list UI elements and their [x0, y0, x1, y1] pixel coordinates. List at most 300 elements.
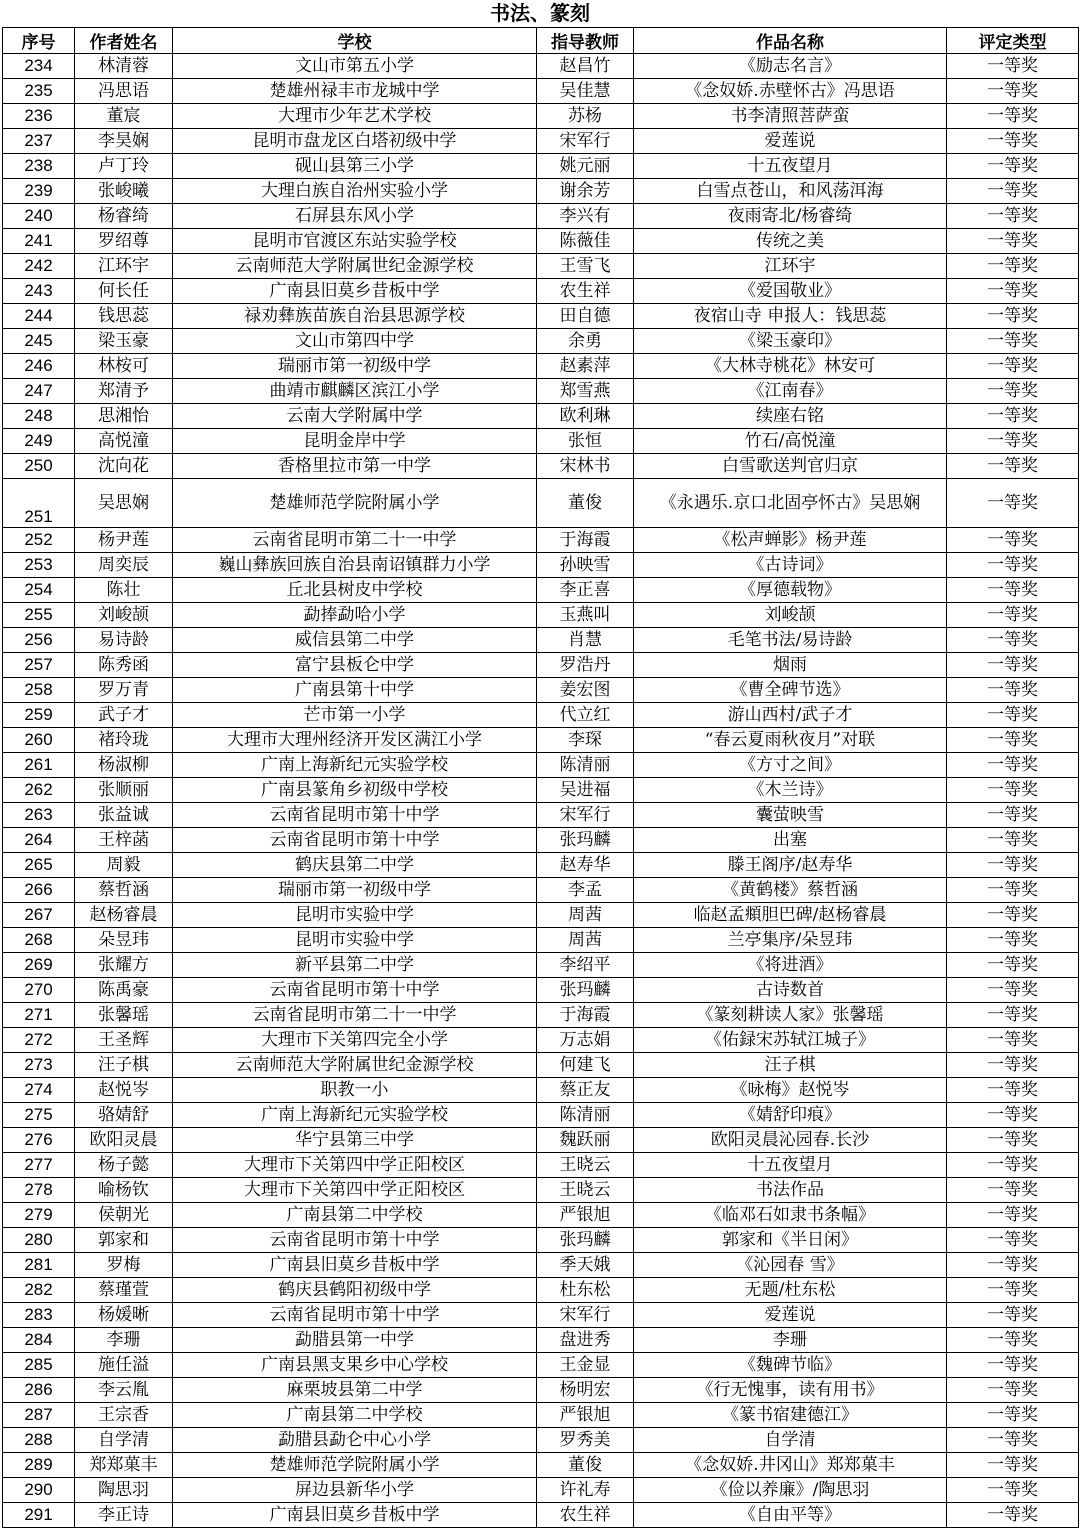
cell-seq: 263	[3, 803, 75, 828]
table-row	[3, 1028, 1079, 1053]
cell-work: 自学清	[634, 1428, 947, 1453]
cell-author: 杨媛晰	[75, 1303, 173, 1328]
cell-school: 丘北县树皮中学校	[173, 578, 537, 603]
cell-teacher: 周茜	[537, 903, 634, 928]
cell-seq: 290	[3, 1478, 75, 1503]
cell-work: 《咏梅》赵悦岑	[634, 1078, 947, 1103]
cell-award: 一等奖	[947, 703, 1079, 728]
table-row	[3, 753, 1079, 778]
cell-teacher: 宋林书	[537, 454, 634, 479]
cell-school: 昆明市实验中学	[173, 903, 537, 928]
cell-award: 一等奖	[947, 1153, 1079, 1178]
cell-school: 广南县第二中学校	[173, 1403, 537, 1428]
cell-school: 麻栗坡县第二中学	[173, 1378, 537, 1403]
table-row	[3, 1253, 1079, 1278]
cell-teacher: 郑雪燕	[537, 379, 634, 404]
cell-school: 云南师范大学附属世纪金源学校	[173, 254, 537, 279]
cell-seq: 282	[3, 1278, 75, 1303]
table-row	[3, 978, 1079, 1003]
cell-work: 《念奴娇.赤壁怀古》冯思语	[634, 79, 947, 104]
cell-school: 大理市大理州经济开发区满江小学	[173, 728, 537, 753]
cell-school: 勐腊县勐仑中心小学	[173, 1428, 537, 1453]
cell-seq: 257	[3, 653, 75, 678]
cell-award: 一等奖	[947, 928, 1079, 953]
table-row	[3, 1328, 1079, 1353]
cell-school: 云南省昆明市第十中学	[173, 1228, 537, 1253]
cell-school: 威信县第二中学	[173, 628, 537, 653]
cell-seq: 289	[3, 1453, 75, 1478]
cell-work: 囊萤映雪	[634, 803, 947, 828]
cell-author: 欧阳灵晨	[75, 1128, 173, 1153]
cell-author: 沈向花	[75, 454, 173, 479]
cell-teacher: 陈清丽	[537, 1103, 634, 1128]
cell-seq: 273	[3, 1053, 75, 1078]
header-author: 作者姓名	[75, 28, 173, 54]
table-row	[3, 204, 1079, 229]
cell-author: 思湘怡	[75, 404, 173, 429]
header-award: 评定类型	[947, 28, 1079, 54]
cell-award: 一等奖	[947, 1403, 1079, 1428]
cell-work: 临赵孟頫胆巴碑/赵杨睿晨	[634, 903, 947, 928]
cell-work: 游山西村/武子才	[634, 703, 947, 728]
cell-author: 蔡哲涵	[75, 878, 173, 903]
cell-author: 卢丁玲	[75, 154, 173, 179]
cell-teacher: 欧利琳	[537, 404, 634, 429]
cell-teacher: 蔡正友	[537, 1078, 634, 1103]
cell-seq: 238	[3, 154, 75, 179]
cell-seq: 258	[3, 678, 75, 703]
cell-award: 一等奖	[947, 54, 1079, 79]
cell-teacher: 杜东松	[537, 1278, 634, 1303]
cell-school: 楚雄州禄丰市龙城中学	[173, 79, 537, 104]
cell-seq: 269	[3, 953, 75, 978]
cell-award: 一等奖	[947, 279, 1079, 304]
cell-award: 一等奖	[947, 129, 1079, 154]
cell-author: 钱思蕊	[75, 304, 173, 329]
cell-seq: 280	[3, 1228, 75, 1253]
cell-award: 一等奖	[947, 653, 1079, 678]
table-row	[3, 279, 1079, 304]
header-school: 学校	[173, 28, 537, 54]
cell-work: 《方寸之间》	[634, 753, 947, 778]
table-row	[3, 129, 1079, 154]
cell-teacher: 孙映雪	[537, 553, 634, 578]
cell-author: 罗万青	[75, 678, 173, 703]
cell-work: 《励志名言》	[634, 54, 947, 79]
cell-teacher: 魏跃丽	[537, 1128, 634, 1153]
cell-teacher: 吴佳慧	[537, 79, 634, 104]
cell-work: 《大林寺桃花》林安可	[634, 354, 947, 379]
cell-work: 续座右铭	[634, 404, 947, 429]
cell-author: 易诗龄	[75, 628, 173, 653]
cell-work: 《婧舒印痕》	[634, 1103, 947, 1128]
cell-award: 一等奖	[947, 104, 1079, 129]
cell-work: 《念奴娇.井冈山》郑郑菓丰	[634, 1453, 947, 1478]
cell-award: 一等奖	[947, 578, 1079, 603]
cell-teacher: 姜宏图	[537, 678, 634, 703]
cell-school: 富宁县板仑中学	[173, 653, 537, 678]
table-row	[3, 104, 1079, 129]
cell-school: 广南县第十中学	[173, 678, 537, 703]
cell-award: 一等奖	[947, 728, 1079, 753]
cell-seq: 261	[3, 753, 75, 778]
table-body	[3, 54, 1079, 1528]
cell-school: 屏边县新华小学	[173, 1478, 537, 1503]
cell-award: 一等奖	[947, 1278, 1079, 1303]
cell-author: 自学清	[75, 1428, 173, 1453]
cell-author: 罗梅	[75, 1253, 173, 1278]
table-row	[3, 1128, 1079, 1153]
cell-teacher: 严银旭	[537, 1203, 634, 1228]
cell-author: 褚玲珑	[75, 728, 173, 753]
cell-teacher: 姚元丽	[537, 154, 634, 179]
table-row	[3, 1453, 1079, 1478]
cell-author: 张益诚	[75, 803, 173, 828]
cell-award: 一等奖	[947, 1003, 1079, 1028]
cell-author: 侯朝光	[75, 1203, 173, 1228]
table-row	[3, 953, 1079, 978]
cell-seq: 259	[3, 703, 75, 728]
cell-seq: 279	[3, 1203, 75, 1228]
cell-seq: 264	[3, 828, 75, 853]
cell-author: 朵昱玮	[75, 928, 173, 953]
cell-author: 陈壮	[75, 578, 173, 603]
table-row	[3, 1103, 1079, 1128]
cell-teacher: 农生祥	[537, 279, 634, 304]
cell-work: 《爱国敬业》	[634, 279, 947, 304]
cell-teacher: 陈薇佳	[537, 229, 634, 254]
cell-author: 冯思语	[75, 79, 173, 104]
cell-award: 一等奖	[947, 429, 1079, 454]
cell-award: 一等奖	[947, 828, 1079, 853]
cell-school: 楚雄师范学院附属小学	[173, 1453, 537, 1478]
cell-author: 张峻曦	[75, 179, 173, 204]
cell-award: 一等奖	[947, 454, 1079, 479]
table-row	[3, 254, 1079, 279]
cell-teacher: 李琛	[537, 728, 634, 753]
table-row	[3, 903, 1079, 928]
cell-seq: 256	[3, 628, 75, 653]
table-row	[3, 928, 1079, 953]
cell-work: 《松声蝉影》杨尹莲	[634, 528, 947, 553]
cell-award: 一等奖	[947, 528, 1079, 553]
cell-school: 鹤庆县鹤阳初级中学	[173, 1278, 537, 1303]
table-row	[3, 329, 1079, 354]
cell-seq: 266	[3, 878, 75, 903]
cell-seq: 252	[3, 528, 75, 553]
cell-seq: 243	[3, 279, 75, 304]
cell-teacher: 田自德	[537, 304, 634, 329]
cell-seq: 246	[3, 354, 75, 379]
cell-author: 王圣辉	[75, 1028, 173, 1053]
cell-work: 《自由平等》	[634, 1503, 947, 1528]
cell-teacher: 李孟	[537, 878, 634, 903]
table-row	[3, 1003, 1079, 1028]
cell-teacher: 许礼寿	[537, 1478, 634, 1503]
cell-school: 砚山县第三小学	[173, 154, 537, 179]
cell-work: 爱莲说	[634, 1303, 947, 1328]
cell-work: 《黄鹤楼》蔡哲涵	[634, 878, 947, 903]
cell-school: 广南县旧莫乡昔板中学	[173, 1503, 537, 1528]
cell-work: 夜宿山寺 申报人：钱思蕊	[634, 304, 947, 329]
cell-award: 一等奖	[947, 753, 1079, 778]
cell-seq: 278	[3, 1178, 75, 1203]
cell-teacher: 于海霞	[537, 1003, 634, 1028]
cell-seq: 249	[3, 429, 75, 454]
cell-work: 汪子棋	[634, 1053, 947, 1078]
cell-work: 郭家和《半日闲》	[634, 1228, 947, 1253]
cell-seq: 283	[3, 1303, 75, 1328]
table-row	[3, 678, 1079, 703]
table-row	[3, 1203, 1079, 1228]
cell-work: 古诗数首	[634, 978, 947, 1003]
cell-author: 陈禹豪	[75, 978, 173, 1003]
cell-teacher: 李兴有	[537, 204, 634, 229]
cell-teacher: 王金显	[537, 1353, 634, 1378]
table-row	[3, 1178, 1079, 1203]
cell-work: 夜雨寄北/杨睿绮	[634, 204, 947, 229]
cell-work: 《临邓石如隶书条幅》	[634, 1203, 947, 1228]
cell-author: 李正诗	[75, 1503, 173, 1528]
cell-work: 《将进酒》	[634, 953, 947, 978]
cell-award: 一等奖	[947, 903, 1079, 928]
cell-teacher: 张玛麟	[537, 1228, 634, 1253]
table-row	[3, 1503, 1079, 1528]
cell-teacher: 周茜	[537, 928, 634, 953]
cell-school: 文山市第五小学	[173, 54, 537, 79]
cell-work: 《佑録宋苏轼江城子》	[634, 1028, 947, 1053]
cell-work: 书法作品	[634, 1178, 947, 1203]
cell-author: 吴思娴	[75, 479, 173, 528]
cell-work: 传统之美	[634, 229, 947, 254]
cell-seq: 271	[3, 1003, 75, 1028]
cell-school: 瑞丽市第一初级中学	[173, 878, 537, 903]
cell-award: 一等奖	[947, 1303, 1079, 1328]
cell-work: 《木兰诗》	[634, 778, 947, 803]
cell-school: 勐捧勐哈小学	[173, 603, 537, 628]
cell-award: 一等奖	[947, 628, 1079, 653]
cell-work: 白雪点苍山，和风荡洱海	[634, 179, 947, 204]
cell-school: 云南省昆明市第十中学	[173, 803, 537, 828]
cell-award: 一等奖	[947, 1053, 1079, 1078]
cell-school: 石屏县东风小学	[173, 204, 537, 229]
cell-teacher: 赵昌竹	[537, 54, 634, 79]
cell-teacher: 谢余芳	[537, 179, 634, 204]
cell-school: 广南县黑支果乡中心学校	[173, 1353, 537, 1378]
cell-author: 施任溢	[75, 1353, 173, 1378]
cell-author: 蔡瑾萱	[75, 1278, 173, 1303]
cell-teacher: 于海霞	[537, 528, 634, 553]
cell-seq: 281	[3, 1253, 75, 1278]
cell-author: 刘峻颉	[75, 603, 173, 628]
table-row	[3, 553, 1079, 578]
cell-author: 张耀方	[75, 953, 173, 978]
cell-teacher: 代立红	[537, 703, 634, 728]
cell-seq: 245	[3, 329, 75, 354]
cell-author: 李昊娴	[75, 129, 173, 154]
table-row	[3, 828, 1079, 853]
table-row	[3, 154, 1079, 179]
cell-teacher: 盘进秀	[537, 1328, 634, 1353]
cell-seq: 288	[3, 1428, 75, 1453]
cell-teacher: 宋军行	[537, 129, 634, 154]
table-row	[3, 853, 1079, 878]
cell-school: 云南师范大学附属世纪金源学校	[173, 1053, 537, 1078]
cell-school: 广南县篆角乡初级中学校	[173, 778, 537, 803]
cell-work: 《梁玉豪印》	[634, 329, 947, 354]
table-row	[3, 304, 1079, 329]
cell-seq: 247	[3, 379, 75, 404]
cell-school: 云南省昆明市第十中学	[173, 828, 537, 853]
cell-teacher: 王晓云	[537, 1178, 634, 1203]
cell-teacher: 肖慧	[537, 628, 634, 653]
cell-teacher: 何建飞	[537, 1053, 634, 1078]
cell-work: 毛笔书法/易诗龄	[634, 628, 947, 653]
cell-work: 《古诗词》	[634, 553, 947, 578]
cell-work: 《沁园春 雪》	[634, 1253, 947, 1278]
cell-teacher: 李正喜	[537, 578, 634, 603]
cell-school: 鹤庆县第二中学	[173, 853, 537, 878]
cell-teacher: 王雪飞	[537, 254, 634, 279]
cell-school: 大理市少年艺术学校	[173, 104, 537, 129]
cell-work: 无题/杜东松	[634, 1278, 947, 1303]
cell-author: 赵悦岑	[75, 1078, 173, 1103]
table-row	[3, 379, 1079, 404]
header-work: 作品名称	[634, 28, 947, 54]
cell-teacher: 赵寿华	[537, 853, 634, 878]
cell-award: 一等奖	[947, 1078, 1079, 1103]
cell-award: 一等奖	[947, 179, 1079, 204]
cell-seq: 251	[3, 479, 75, 528]
cell-school: 巍山彝族回族自治县南诏镇群力小学	[173, 553, 537, 578]
cell-author: 何长任	[75, 279, 173, 304]
cell-school: 云南省昆明市第二十一中学	[173, 1003, 537, 1028]
cell-author: 李云胤	[75, 1378, 173, 1403]
cell-work: 兰亭集序/朵昱玮	[634, 928, 947, 953]
cell-author: 周毅	[75, 853, 173, 878]
cell-author: 王梓菡	[75, 828, 173, 853]
table-row	[3, 878, 1079, 903]
table-row	[3, 1228, 1079, 1253]
cell-author: 王宗香	[75, 1403, 173, 1428]
cell-award: 一等奖	[947, 1378, 1079, 1403]
cell-teacher: 罗秀美	[537, 1428, 634, 1453]
cell-award: 一等奖	[947, 1178, 1079, 1203]
cell-school: 广南上海新纪元实验学校	[173, 753, 537, 778]
cell-award: 一等奖	[947, 1128, 1079, 1153]
cell-teacher: 罗浩丹	[537, 653, 634, 678]
cell-teacher: 董俊	[537, 479, 634, 528]
table-row	[3, 1353, 1079, 1378]
cell-author: 董宸	[75, 104, 173, 129]
cell-seq: 242	[3, 254, 75, 279]
table-row	[3, 1078, 1079, 1103]
cell-author: 陈秀函	[75, 653, 173, 678]
cell-author: 郑郑菓丰	[75, 1453, 173, 1478]
cell-work: 白雪歌送判官归京	[634, 454, 947, 479]
cell-author: 郭家和	[75, 1228, 173, 1253]
cell-award: 一等奖	[947, 1328, 1079, 1353]
cell-seq: 285	[3, 1353, 75, 1378]
cell-school: 大理市下关第四完全小学	[173, 1028, 537, 1053]
table-row	[3, 1428, 1079, 1453]
cell-award: 一等奖	[947, 778, 1079, 803]
cell-seq: 286	[3, 1378, 75, 1403]
cell-school: 勐腊县第一中学	[173, 1328, 537, 1353]
cell-teacher: 吴进福	[537, 778, 634, 803]
table-row	[3, 628, 1079, 653]
cell-teacher: 宋军行	[537, 803, 634, 828]
cell-seq: 237	[3, 129, 75, 154]
cell-teacher: 杨明宏	[537, 1378, 634, 1403]
cell-award: 一等奖	[947, 1428, 1079, 1453]
cell-seq: 255	[3, 603, 75, 628]
cell-author: 李珊	[75, 1328, 173, 1353]
cell-teacher: 王晓云	[537, 1153, 634, 1178]
table-row	[3, 1378, 1079, 1403]
cell-award: 一等奖	[947, 79, 1079, 104]
cell-seq: 236	[3, 104, 75, 129]
cell-work: “春云夏雨秋夜月”对联	[634, 728, 947, 753]
table-row	[3, 429, 1079, 454]
cell-seq: 267	[3, 903, 75, 928]
cell-seq: 277	[3, 1153, 75, 1178]
cell-work: 刘峻颉	[634, 603, 947, 628]
cell-award: 一等奖	[947, 379, 1079, 404]
table-row	[3, 1153, 1079, 1178]
cell-award: 一等奖	[947, 1103, 1079, 1128]
cell-teacher: 万志娟	[537, 1028, 634, 1053]
cell-seq: 287	[3, 1403, 75, 1428]
cell-author: 杨子懿	[75, 1153, 173, 1178]
cell-award: 一等奖	[947, 853, 1079, 878]
table-row	[3, 603, 1079, 628]
table-row	[3, 79, 1079, 104]
cell-award: 一等奖	[947, 678, 1079, 703]
cell-work: 《俭以养廉》/陶思羽	[634, 1478, 947, 1503]
cell-author: 杨睿绮	[75, 204, 173, 229]
table-row	[3, 1303, 1079, 1328]
cell-school: 瑞丽市第一初级中学	[173, 354, 537, 379]
cell-author: 汪子棋	[75, 1053, 173, 1078]
cell-school: 广南县旧莫乡昔板中学	[173, 1253, 537, 1278]
table-row	[3, 778, 1079, 803]
cell-work: 书李清照菩萨蛮	[634, 104, 947, 129]
cell-school: 曲靖市麒麟区滨江小学	[173, 379, 537, 404]
cell-school: 文山市第四中学	[173, 329, 537, 354]
cell-school: 职教一小	[173, 1078, 537, 1103]
cell-work: 《行无愧事，读有用书》	[634, 1378, 947, 1403]
cell-seq: 254	[3, 578, 75, 603]
header-row	[3, 28, 1079, 54]
table-row	[3, 653, 1079, 678]
cell-teacher: 董俊	[537, 1453, 634, 1478]
cell-teacher: 李绍平	[537, 953, 634, 978]
cell-seq: 234	[3, 54, 75, 79]
cell-seq: 265	[3, 853, 75, 878]
cell-teacher: 季天娥	[537, 1253, 634, 1278]
table-row	[3, 1403, 1079, 1428]
cell-author: 周奕辰	[75, 553, 173, 578]
cell-school: 云南省昆明市第二十一中学	[173, 528, 537, 553]
cell-school: 芒市第一小学	[173, 703, 537, 728]
cell-school: 华宁县第三中学	[173, 1128, 537, 1153]
cell-award: 一等奖	[947, 1478, 1079, 1503]
cell-seq: 244	[3, 304, 75, 329]
cell-seq: 275	[3, 1103, 75, 1128]
table-row	[3, 229, 1079, 254]
cell-school: 云南省昆明市第十中学	[173, 1303, 537, 1328]
